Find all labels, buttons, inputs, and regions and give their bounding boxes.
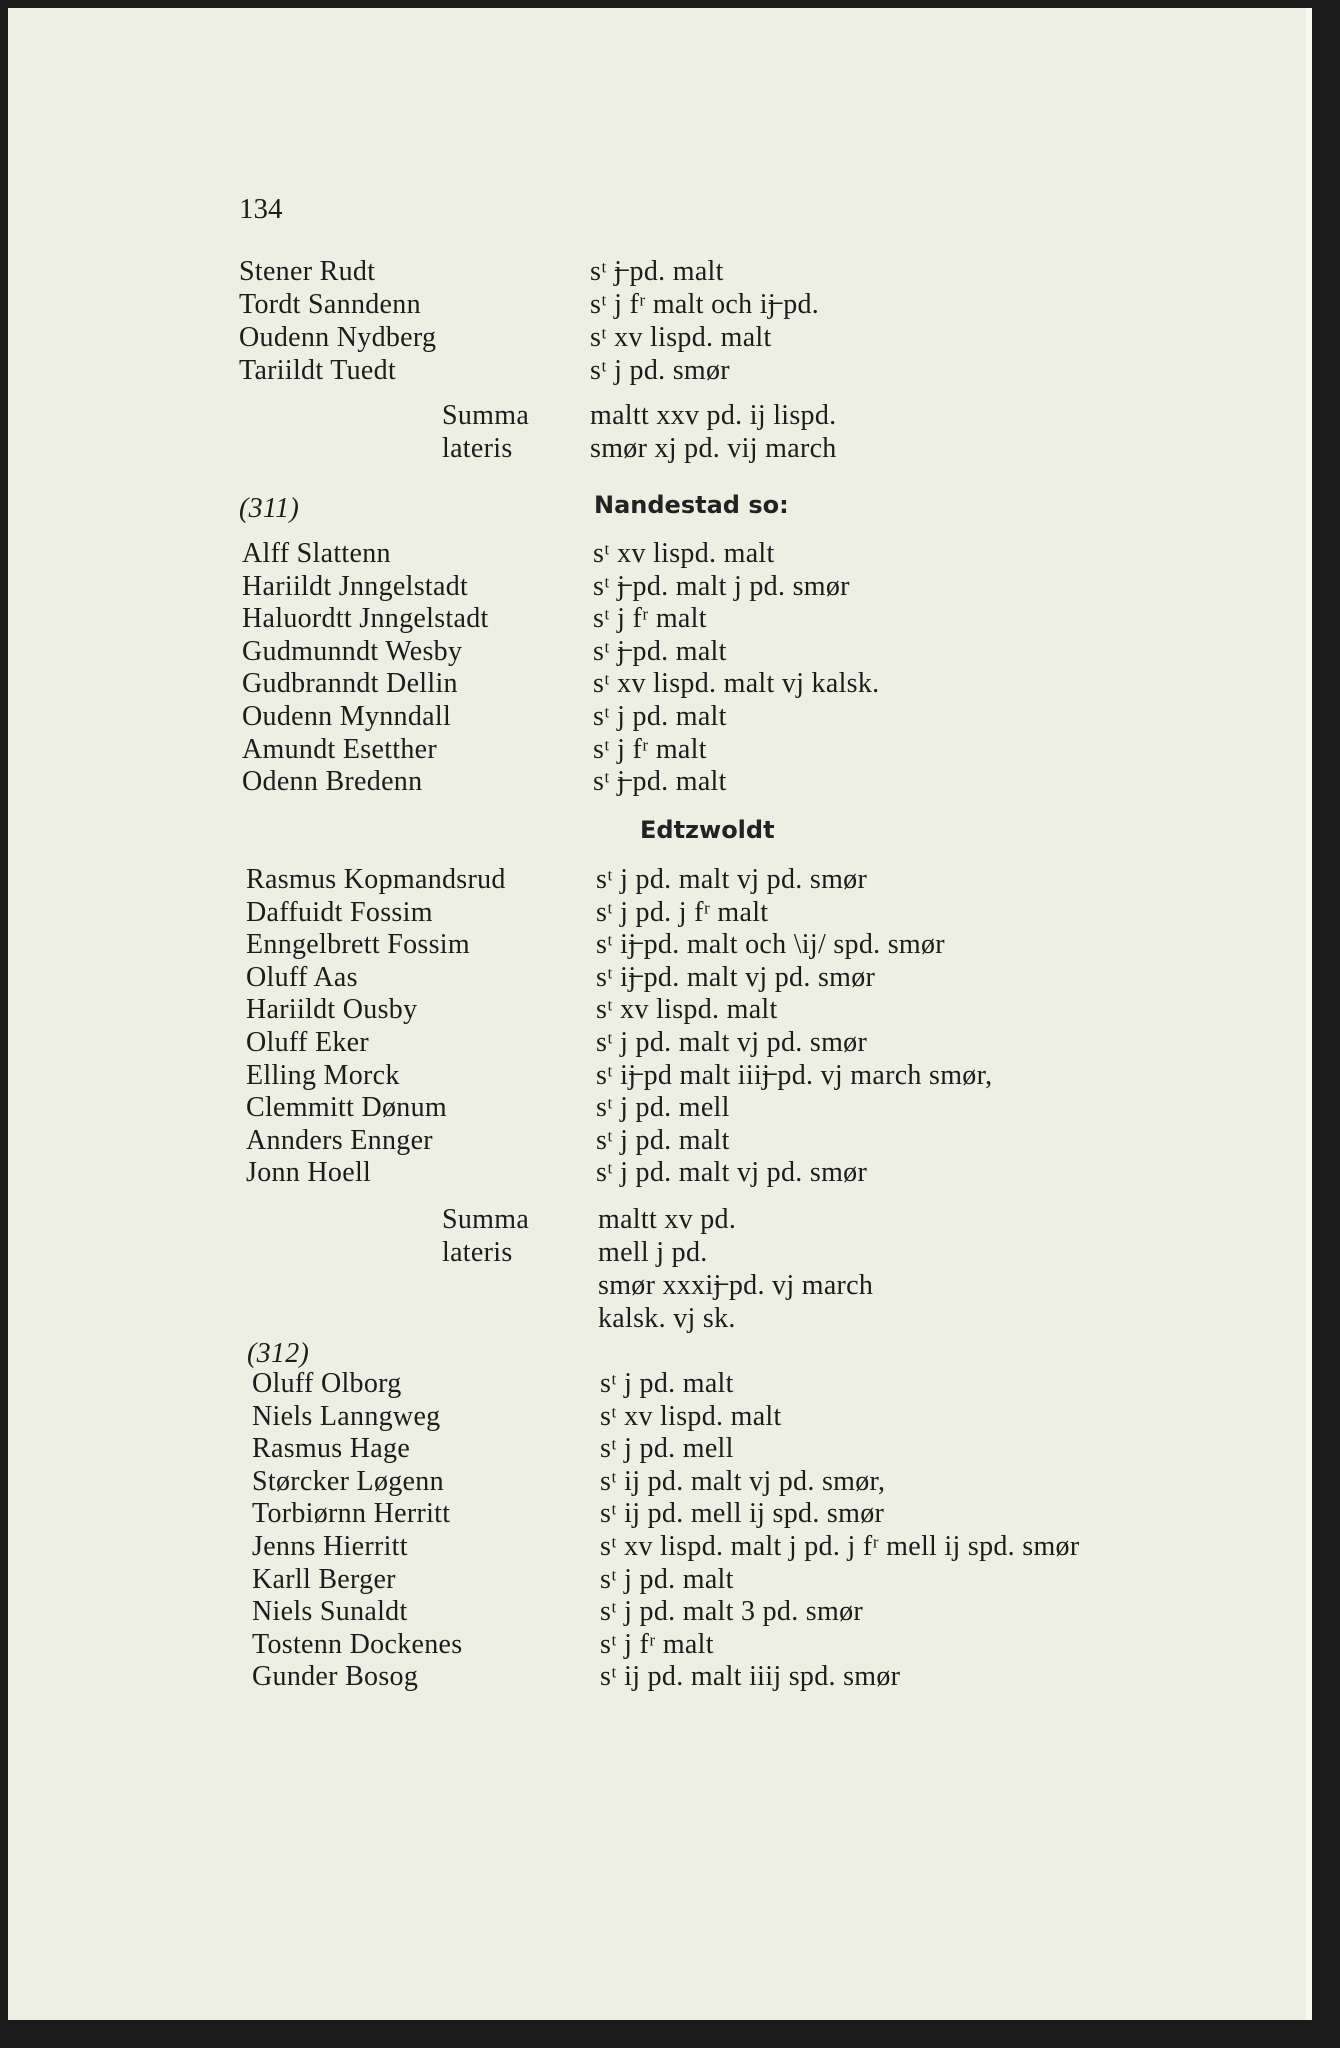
list-item [8, 1564, 1306, 1598]
entry-text: sᵗ ij pd. mell ij spd. smør [600, 1498, 885, 1530]
person-name: Stener Rudt [239, 256, 376, 287]
list-item [8, 1498, 1306, 1532]
list-item [8, 1531, 1306, 1565]
person-name: Gunder Bosog [252, 1661, 419, 1693]
person-name: Clemmitt Dønum [246, 1092, 447, 1124]
person-name: Oluff Aas [246, 961, 358, 993]
entry-text: sᵗ j fʳ malt och ij̶ pd. [590, 289, 820, 320]
entry-text: sᵗ j̶ pd. malt [590, 256, 724, 287]
list-item [8, 603, 1306, 637]
list-item [8, 1027, 1306, 1061]
summa-row [8, 1270, 1306, 1304]
entry-text: sᵗ xv lispd. malt j pd. j fʳ mell ij spd. smør [600, 1531, 1080, 1562]
person-name: Hariildt Jnngelstadt [242, 570, 469, 602]
list-item [8, 766, 1306, 800]
summa-row [8, 1237, 1306, 1271]
list-item [8, 897, 1306, 931]
person-name: Tostenn Dockenes [252, 1628, 463, 1660]
entry-text: sᵗ xv lispd. malt [600, 1400, 782, 1432]
summa-row [8, 1303, 1306, 1337]
person-name: Rasmus Kopmandsrud [246, 864, 506, 895]
person-name: Tariildt Tuedt [239, 355, 397, 386]
person-name: Jonn Hoell [246, 1157, 372, 1189]
list-item [8, 1661, 1306, 1695]
person-name: Haluordtt Jnngelstadt [242, 603, 489, 635]
list-item [8, 1433, 1306, 1467]
entry-text: sᵗ j̶ pd. malt [593, 635, 727, 667]
entry-text: sᵗ j pd. malt vj pd. smør [596, 864, 868, 895]
list-item [8, 994, 1306, 1028]
entry-text: sᵗ j pd. j fʳ malt [596, 896, 769, 928]
entry-text: sᵗ j fʳ malt [593, 603, 707, 635]
summa-row [8, 1204, 1306, 1238]
person-name: Rasmus Hage [252, 1433, 411, 1465]
person-name: Oudenn Mynndall [242, 701, 452, 732]
entry-text: sᵗ j fʳ malt [593, 733, 707, 765]
entry-text: sᵗ ij pd. malt iiij spd. smør [600, 1661, 901, 1693]
person-name: Niels Lanngweg [252, 1400, 441, 1432]
lateris-label: lateris [442, 433, 513, 464]
list-item [8, 1092, 1306, 1126]
lateris-label: lateris [442, 1237, 513, 1268]
list-item [8, 668, 1306, 702]
person-name: Elling Morck [246, 1059, 400, 1091]
list-item [8, 929, 1306, 963]
entry-text: sᵗ xv lispd. malt vj kalsk. [593, 668, 880, 700]
summa-label: Summa [442, 1204, 530, 1235]
person-name: Alff Slattenn [242, 538, 391, 569]
list-item [8, 355, 1306, 389]
summa-line: mell j pd. [598, 1237, 708, 1268]
list-item [8, 538, 1306, 572]
heading-text: Edtzwoldt [640, 816, 775, 844]
list-item [8, 1157, 1306, 1191]
list-item [8, 1629, 1306, 1663]
entry-text: sᵗ xv lispd. malt [596, 994, 778, 1026]
entry-text: sᵗ xv lispd. malt [593, 538, 775, 569]
summa-line: maltt xxv pd. ij lispd. [590, 400, 837, 431]
person-name: Torbiørnn Herritt [252, 1498, 451, 1530]
entry-text: sᵗ j pd. malt 3 pd. smør [600, 1596, 864, 1628]
person-name: Gudbranndt Dellin [242, 668, 458, 700]
person-name: Oluff Olborg [252, 1368, 402, 1399]
summa-row [8, 433, 1306, 467]
entry-text: sᵗ xv lispd. malt [590, 322, 772, 353]
list-item [8, 256, 1306, 290]
list-item [8, 864, 1306, 898]
summa-line: smør xxxij̶ pd. vj march [598, 1270, 874, 1301]
entry-text: sᵗ j pd. smør [590, 355, 730, 386]
person-name: Hariildt Ousby [246, 994, 418, 1026]
summa-line: smør xj pd. vij march [590, 433, 837, 464]
section-row [8, 1338, 1306, 1372]
person-name: Karll Berger [252, 1563, 396, 1595]
person-name: Tordt Sanndenn [239, 289, 421, 320]
list-item [8, 1401, 1306, 1435]
person-name: Daffuidt Fossim [246, 896, 433, 928]
person-name: Gudmunndt Wesby [242, 635, 463, 667]
list-item [8, 1060, 1306, 1094]
person-name: Annders Ennger [246, 1124, 433, 1156]
person-name: Niels Sunaldt [252, 1596, 408, 1628]
summa-row [8, 400, 1306, 434]
entry-text: sᵗ j pd. malt [596, 1124, 730, 1156]
summa-line: kalsk. vj sk. [598, 1303, 736, 1334]
list-item [8, 701, 1306, 735]
person-name: Oluff Eker [246, 1027, 369, 1058]
section-number: (312) [247, 1338, 310, 1369]
heading-text: Nandestad so: [594, 491, 789, 519]
document-page [8, 8, 1312, 2020]
list-item [8, 289, 1306, 323]
entry-text: sᵗ j pd. mell [600, 1433, 734, 1465]
person-name: Størcker Løgenn [252, 1465, 444, 1497]
entry-text: sᵗ j pd. malt [600, 1563, 734, 1595]
entry-text: sᵗ j fʳ malt [600, 1628, 714, 1660]
list-item [8, 636, 1306, 670]
summa-label: Summa [442, 400, 530, 431]
entry-text: sᵗ j̶ pd. malt [593, 766, 727, 798]
summa-line: maltt xv pd. [598, 1204, 737, 1235]
list-item [8, 322, 1306, 356]
entry-text: sᵗ j pd. mell [596, 1092, 730, 1124]
person-name: Oudenn Nydberg [239, 322, 437, 353]
entry-text: sᵗ j pd. malt [593, 701, 727, 732]
entry-text: sᵗ j pd. malt vj pd. smør [596, 1027, 868, 1058]
entry-text: sᵗ ij̶ pd. malt och \ij/ spd. smør [596, 929, 945, 961]
entry-text: sᵗ j pd. malt [600, 1368, 734, 1399]
person-name: Odenn Bredenn [242, 766, 423, 798]
entry-text: sᵗ j pd. malt vj pd. smør [596, 1157, 868, 1189]
list-item [8, 1125, 1306, 1159]
page-number: 134 [239, 193, 283, 225]
entry-text: sᵗ j̶ pd. malt j pd. smør [593, 570, 850, 602]
entry-text: sᵗ ij̶ pd malt iiij̶ pd. vj march smør, [596, 1059, 993, 1091]
entry-text: sᵗ ij̶ pd. malt vj pd. smør [596, 961, 876, 993]
section-number: (311) [239, 493, 300, 524]
list-item [8, 1466, 1306, 1500]
person-name: Amundt Esetther [242, 733, 438, 765]
list-item [8, 1368, 1306, 1402]
entry-text: sᵗ ij pd. malt vj pd. smør, [600, 1465, 886, 1497]
list-item [8, 1596, 1306, 1630]
person-name: Jenns Hierritt [252, 1531, 408, 1562]
list-item [8, 571, 1306, 605]
list-item [8, 734, 1306, 768]
list-item [8, 962, 1306, 996]
person-name: Enngelbrett Fossim [246, 929, 470, 961]
